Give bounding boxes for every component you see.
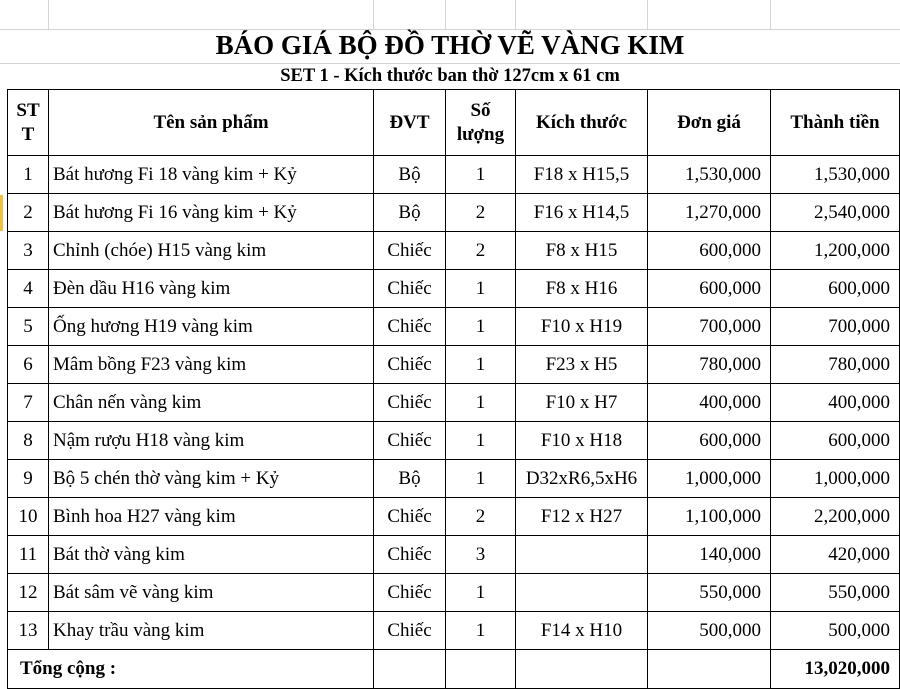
total-empty-cell[interactable] — [446, 650, 516, 689]
total-empty-cell[interactable] — [374, 650, 446, 689]
cell-amount[interactable]: 1,200,000 — [771, 232, 900, 270]
cell-unit-price[interactable]: 600,000 — [648, 232, 771, 270]
table-row — [8, 308, 900, 346]
cell-unit-price[interactable]: 700,000 — [648, 308, 771, 346]
empty-grid-row — [0, 0, 900, 30]
row-selection-marker — [0, 195, 3, 231]
cell-amount[interactable]: 400,000 — [771, 384, 900, 422]
price-table — [7, 89, 900, 689]
table-row — [8, 346, 900, 384]
cell-size[interactable]: F8 x H15 — [516, 232, 648, 270]
total-label: Tổng cộng : — [8, 650, 374, 689]
cell-stt[interactable]: 1 — [8, 156, 49, 194]
header-size: Kích thước — [516, 90, 648, 156]
cell-stt[interactable]: 13 — [8, 612, 49, 650]
cell-quantity[interactable]: 3 — [446, 536, 516, 574]
cell-size[interactable]: F16 x H14,5 — [516, 194, 648, 232]
table-row — [8, 194, 900, 232]
table-row — [8, 574, 900, 612]
table-row — [8, 422, 900, 460]
cell-quantity[interactable]: 1 — [446, 460, 516, 498]
cell-unit-price[interactable]: 550,000 — [648, 574, 771, 612]
cell-unit[interactable]: Chiếc — [374, 346, 446, 384]
cell-unit-price[interactable]: 400,000 — [648, 384, 771, 422]
table-row — [8, 612, 900, 650]
cell-size[interactable]: F12 x H27 — [516, 498, 648, 536]
cell-product-name[interactable]: Bát sâm vẽ vàng kim — [49, 574, 374, 612]
cell-product-name[interactable]: Ống hương H19 vàng kim — [49, 308, 374, 346]
cell-amount[interactable]: 1,530,000 — [771, 156, 900, 194]
cell-quantity[interactable]: 1 — [446, 384, 516, 422]
total-empty-cell[interactable] — [648, 650, 771, 689]
cell-unit[interactable]: Chiếc — [374, 536, 446, 574]
cell-unit[interactable]: Chiếc — [374, 612, 446, 650]
header-row — [8, 90, 900, 156]
cell-product-name[interactable]: Bát thờ vàng kim — [49, 536, 374, 574]
cell-amount[interactable]: 420,000 — [771, 536, 900, 574]
cell-stt[interactable]: 11 — [8, 536, 49, 574]
cell-stt[interactable]: 4 — [8, 270, 49, 308]
cell-amount[interactable]: 550,000 — [771, 574, 900, 612]
cell-unit[interactable]: Chiếc — [374, 384, 446, 422]
cell-unit[interactable]: Chiếc — [374, 232, 446, 270]
cell-amount[interactable]: 500,000 — [771, 612, 900, 650]
table-row — [8, 232, 900, 270]
cell-unit-price[interactable]: 140,000 — [648, 536, 771, 574]
table-row — [8, 156, 900, 194]
cell-unit[interactable]: Chiếc — [374, 498, 446, 536]
header-name: Tên sản phẩm — [49, 90, 374, 156]
cell-amount[interactable]: 600,000 — [771, 422, 900, 460]
cell-size[interactable]: F18 x H15,5 — [516, 156, 648, 194]
cell-stt[interactable]: 8 — [8, 422, 49, 460]
cell-size[interactable]: F10 x H19 — [516, 308, 648, 346]
cell-product-name[interactable]: Bộ 5 chén thờ vàng kim + Kỷ — [49, 460, 374, 498]
cell-quantity[interactable]: 1 — [446, 422, 516, 460]
cell-unit-price[interactable]: 1,530,000 — [648, 156, 771, 194]
cell-product-name[interactable]: Bát hương Fi 16 vàng kim + Kỷ — [49, 194, 374, 232]
cell-quantity[interactable]: 1 — [446, 308, 516, 346]
header-amount: Thành tiền — [771, 90, 900, 156]
cell-unit[interactable]: Chiếc — [374, 308, 446, 346]
cell-quantity[interactable]: 2 — [446, 232, 516, 270]
cell-size[interactable]: F10 x H7 — [516, 384, 648, 422]
cell-stt[interactable]: 3 — [8, 232, 49, 270]
cell-amount[interactable]: 2,540,000 — [771, 194, 900, 232]
cell-size[interactable]: F10 x H18 — [516, 422, 648, 460]
header-stt: ST T — [8, 90, 49, 156]
cell-product-name[interactable]: Chỉnh (chóe) H15 vàng kim — [49, 232, 374, 270]
cell-unit[interactable]: Chiếc — [374, 422, 446, 460]
cell-unit-price[interactable]: 1,270,000 — [648, 194, 771, 232]
total-amount[interactable]: 13,020,000 — [771, 650, 900, 689]
table-row — [8, 536, 900, 574]
cell-amount[interactable]: 700,000 — [771, 308, 900, 346]
header-qty: Số lượng — [446, 90, 516, 156]
cell-size[interactable]: D32xR6,5xH6 — [516, 460, 648, 498]
cell-stt[interactable]: 5 — [8, 308, 49, 346]
cell-stt[interactable]: 12 — [8, 574, 49, 612]
cell-stt[interactable]: 7 — [8, 384, 49, 422]
cell-product-name[interactable]: Bình hoa H27 vàng kim — [49, 498, 374, 536]
cell-product-name[interactable]: Bát hương Fi 18 vàng kim + Kỷ — [49, 156, 374, 194]
page-subtitle: SET 1 - Kích thước ban thờ 127cm x 61 cm — [280, 66, 620, 86]
page-title: BÁO GIÁ BỘ ĐỒ THỜ VẼ VÀNG KIM — [215, 30, 685, 60]
table-row — [8, 460, 900, 498]
cell-unit-price[interactable]: 600,000 — [648, 422, 771, 460]
cell-quantity[interactable]: 1 — [446, 346, 516, 384]
cell-quantity[interactable]: 1 — [446, 270, 516, 308]
cell-quantity[interactable]: 1 — [446, 156, 516, 194]
cell-amount[interactable]: 1,000,000 — [771, 460, 900, 498]
cell-unit[interactable]: Bộ — [374, 460, 446, 498]
header-price: Đơn giá — [648, 90, 771, 156]
cell-amount[interactable]: 780,000 — [771, 346, 900, 384]
cell-stt[interactable]: 2 — [8, 194, 49, 232]
cell-amount[interactable]: 600,000 — [771, 270, 900, 308]
cell-size[interactable]: F14 x H10 — [516, 612, 648, 650]
cell-quantity[interactable]: 2 — [446, 194, 516, 232]
cell-unit[interactable]: Bộ — [374, 156, 446, 194]
cell-quantity[interactable]: 1 — [446, 612, 516, 650]
total-empty-cell[interactable] — [516, 650, 648, 689]
cell-unit[interactable]: Bộ — [374, 194, 446, 232]
table-row — [8, 384, 900, 422]
cell-size[interactable] — [516, 536, 648, 574]
cell-unit-price[interactable]: 500,000 — [648, 612, 771, 650]
cell-unit[interactable]: Chiếc — [374, 574, 446, 612]
cell-quantity[interactable]: 2 — [446, 498, 516, 536]
header-unit: ĐVT — [374, 90, 446, 156]
cell-stt[interactable]: 10 — [8, 498, 49, 536]
cell-quantity[interactable]: 1 — [446, 574, 516, 612]
cell-unit-price[interactable]: 1,000,000 — [648, 460, 771, 498]
cell-product-name[interactable]: Chân nến vàng kim — [49, 384, 374, 422]
cell-product-name[interactable]: Mâm bồng F23 vàng kim — [49, 346, 374, 384]
cell-amount[interactable]: 2,200,000 — [771, 498, 900, 536]
cell-size[interactable]: F23 x H5 — [516, 346, 648, 384]
cell-unit[interactable]: Chiếc — [374, 270, 446, 308]
table-row — [8, 270, 900, 308]
cell-stt[interactable]: 6 — [8, 346, 49, 384]
cell-unit-price[interactable]: 1,100,000 — [648, 498, 771, 536]
table-row — [8, 498, 900, 536]
cell-unit-price[interactable]: 780,000 — [648, 346, 771, 384]
cell-product-name[interactable]: Đèn dầu H16 vàng kim — [49, 270, 374, 308]
cell-size[interactable] — [516, 574, 648, 612]
cell-unit-price[interactable]: 600,000 — [648, 270, 771, 308]
cell-stt[interactable]: 9 — [8, 460, 49, 498]
cell-product-name[interactable]: Khay trầu vàng kim — [49, 612, 374, 650]
cell-product-name[interactable]: Nậm rượu H18 vàng kim — [49, 422, 374, 460]
cell-size[interactable]: F8 x H16 — [516, 270, 648, 308]
total-row — [8, 650, 900, 689]
